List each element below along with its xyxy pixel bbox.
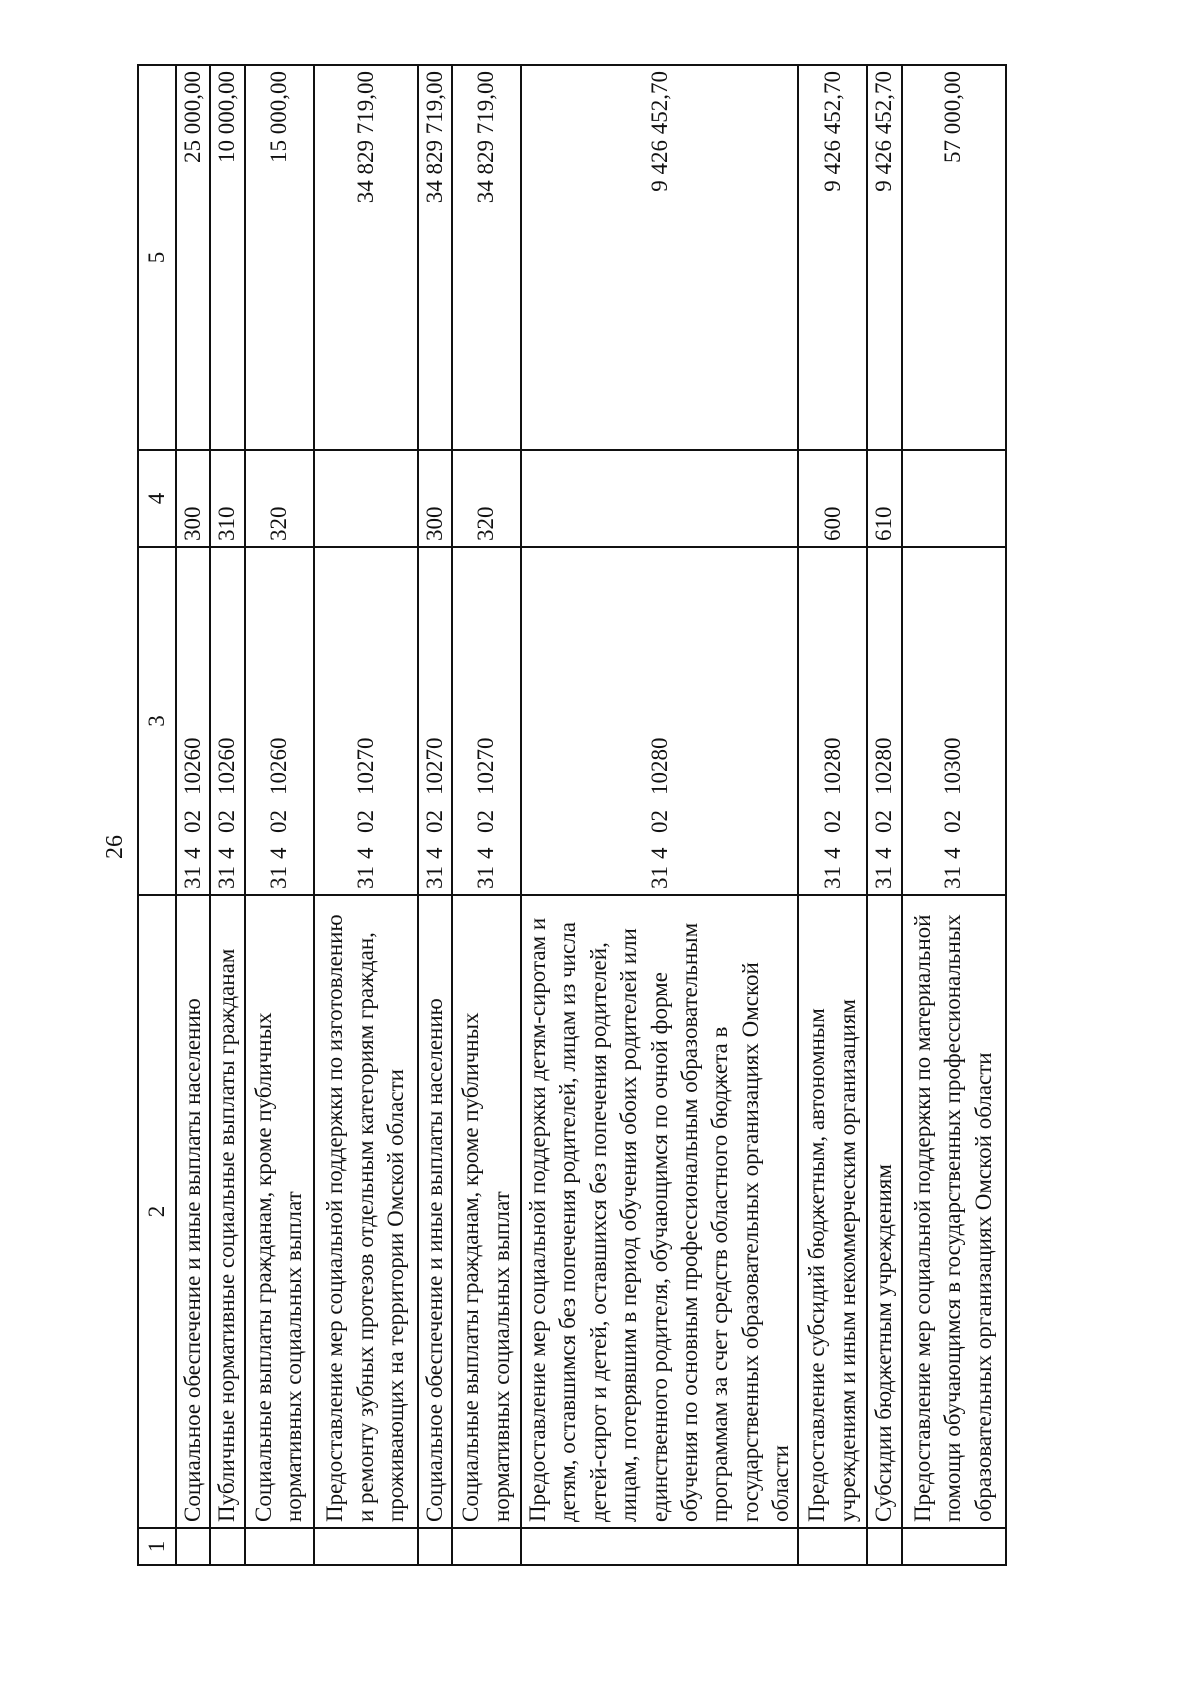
code-part: 02 xyxy=(819,810,845,833)
cell-expense-type: 300 xyxy=(418,450,452,547)
page-number: 26 xyxy=(102,835,128,859)
header-row xyxy=(138,65,176,1565)
cell-target-code xyxy=(314,547,418,895)
header-col-3: 3 xyxy=(138,547,176,895)
header-col-1: 1 xyxy=(138,1528,176,1565)
code-part: 31 xyxy=(352,866,378,889)
cell-name: Публичные нормативные социальные выплаты гражданам xyxy=(210,895,244,1528)
table-row xyxy=(314,65,418,1565)
cell-number xyxy=(210,1528,244,1565)
code-part: 02 xyxy=(214,810,240,833)
table-row xyxy=(176,65,210,1565)
cell-number xyxy=(452,1528,521,1565)
cell-sum: 9 426 452,70 xyxy=(867,65,901,450)
table-row xyxy=(521,65,798,1565)
cell-name: Социальное обеспечение и иные выплаты населению xyxy=(418,895,452,1528)
code-part: 10270 xyxy=(473,737,499,795)
cell-name: Предоставление мер социальной поддержки по материальной помощи обучающимся в государственных профессиональных образовательных организациях Омской области xyxy=(902,895,1006,1528)
code-part: 4 xyxy=(180,847,205,859)
code-part: 10280 xyxy=(871,737,897,795)
code-part: 4 xyxy=(421,847,447,859)
cell-expense-type: 320 xyxy=(452,450,521,547)
code-part: 02 xyxy=(871,810,897,833)
code-part: 4 xyxy=(266,847,292,859)
code-part: 10260 xyxy=(266,737,292,795)
cell-name: Субсидии бюджетным учреждениям xyxy=(867,895,901,1528)
cell-number xyxy=(314,1528,418,1565)
code-part: 02 xyxy=(646,810,672,833)
header-col-2: 2 xyxy=(138,895,176,1528)
code-part: 4 xyxy=(940,847,966,859)
code-part: 31 xyxy=(473,866,499,889)
table-row xyxy=(210,65,244,1565)
cell-target-code xyxy=(176,547,210,895)
budget-table xyxy=(137,64,1007,1566)
code-part: 10270 xyxy=(421,737,447,795)
cell-number xyxy=(176,1528,210,1565)
code-part: 02 xyxy=(940,810,966,833)
code-part: 02 xyxy=(473,810,499,833)
code-part: 4 xyxy=(819,847,845,859)
cell-target-code xyxy=(210,547,244,895)
code-part: 10260 xyxy=(214,737,240,795)
cell-expense-type: 300 xyxy=(176,450,210,547)
code-part: 10280 xyxy=(646,737,672,795)
code-part: 31 xyxy=(180,866,205,889)
table-row xyxy=(452,65,521,1565)
cell-target-code xyxy=(902,547,1006,895)
table-row xyxy=(867,65,901,1565)
code-part: 4 xyxy=(646,847,672,859)
code-part: 02 xyxy=(266,810,292,833)
code-part: 31 xyxy=(421,866,447,889)
code-part: 10260 xyxy=(180,737,205,795)
cell-name: Предоставление мер социальной поддержки по изготовлению и ремонту зубных протезов отдельным категориям граждан, проживающих на территории Омской области xyxy=(314,895,418,1528)
cell-number xyxy=(867,1528,901,1565)
cell-number xyxy=(245,1528,314,1565)
cell-number xyxy=(798,1528,867,1565)
cell-expense-type: 320 xyxy=(245,450,314,547)
code-part: 31 xyxy=(646,866,672,889)
cell-name: Предоставление субсидий бюджетным, автономным учреждениям и иным некоммерческим организациям xyxy=(798,895,867,1528)
code-part: 10300 xyxy=(940,737,966,795)
cell-target-code xyxy=(418,547,452,895)
cell-sum: 57 000,00 xyxy=(902,65,1006,450)
cell-target-code xyxy=(245,547,314,895)
cell-sum: 9 426 452,70 xyxy=(798,65,867,450)
cell-sum: 34 829 719,00 xyxy=(418,65,452,450)
code-part: 4 xyxy=(871,847,897,859)
code-part: 31 xyxy=(819,866,845,889)
cell-sum: 34 829 719,00 xyxy=(314,65,418,450)
budget-table-rotated xyxy=(137,66,996,1566)
cell-sum: 25 000,00 xyxy=(176,65,210,450)
code-part: 31 xyxy=(266,866,292,889)
cell-target-code xyxy=(521,547,798,895)
cell-expense-type: 610 xyxy=(867,450,901,547)
header-col-5: 5 xyxy=(138,65,176,450)
code-part: 02 xyxy=(352,810,378,833)
table-row xyxy=(245,65,314,1565)
cell-sum: 10 000,00 xyxy=(210,65,244,450)
code-part: 4 xyxy=(214,847,240,859)
table-row xyxy=(798,65,867,1565)
code-part: 4 xyxy=(473,847,499,859)
table-body xyxy=(176,65,1006,1565)
header-col-4: 4 xyxy=(138,450,176,547)
cell-sum: 34 829 719,00 xyxy=(452,65,521,450)
cell-expense-type xyxy=(521,450,798,547)
cell-number xyxy=(521,1528,798,1565)
code-part: 10270 xyxy=(352,737,378,795)
code-part: 02 xyxy=(421,810,447,833)
cell-number xyxy=(902,1528,1006,1565)
cell-number xyxy=(418,1528,452,1565)
code-part: 31 xyxy=(871,866,897,889)
code-part: 31 xyxy=(214,866,240,889)
cell-name: Социальные выплаты гражданам, кроме публичных нормативных социальных выплат xyxy=(452,895,521,1528)
code-part: 02 xyxy=(180,810,205,833)
cell-expense-type: 310 xyxy=(210,450,244,547)
cell-target-code xyxy=(798,547,867,895)
table-row xyxy=(902,65,1006,1565)
cell-sum: 15 000,00 xyxy=(245,65,314,450)
cell-sum: 9 426 452,70 xyxy=(521,65,798,450)
code-part: 31 xyxy=(940,866,966,889)
cell-name: Предоставление мер социальной поддержки детям-сиротам и детям, оставшимся без попечения родителей, лицам из числа детей-сирот и детей, оставшихся без попечения родителей, лицам, потерявшим в период обучения обоих родителей или единственного родителя, обучающимся по очной форме обучения по основным профессиональным образовательным программам за счет средств областного бюджета в государственных образовательных организациях Омской области xyxy=(521,895,798,1528)
cell-name: Социальные выплаты гражданам, кроме публичных нормативных социальных выплат xyxy=(245,895,314,1528)
code-part: 10280 xyxy=(819,737,845,795)
table-row xyxy=(418,65,452,1565)
cell-target-code xyxy=(452,547,521,895)
cell-expense-type: 600 xyxy=(798,450,867,547)
cell-target-code xyxy=(867,547,901,895)
code-part: 4 xyxy=(352,847,378,859)
cell-expense-type xyxy=(314,450,418,547)
cell-expense-type xyxy=(902,450,1006,547)
cell-name: Социальное обеспечение и иные выплаты населению xyxy=(176,895,210,1528)
